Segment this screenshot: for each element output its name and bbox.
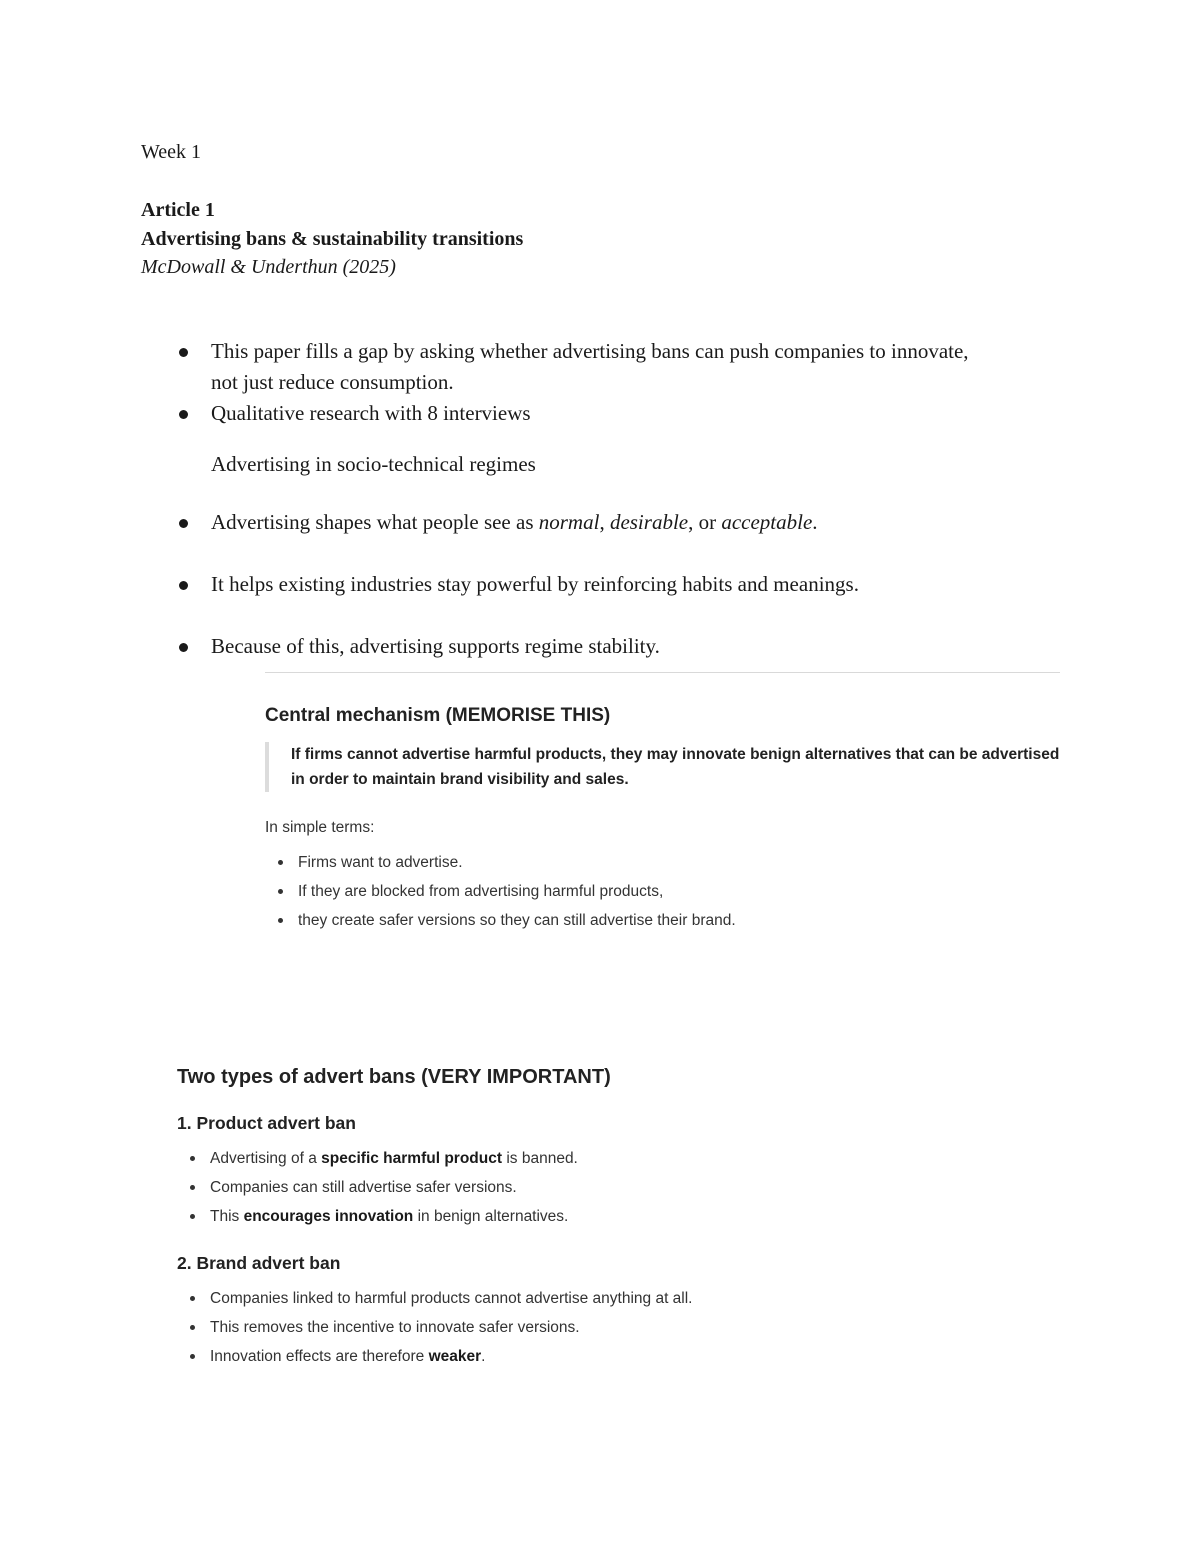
simple-terms-list (265, 848, 736, 935)
mechanism-quote: If firms cannot advertise harmful products, they may innovate benign alternatives that can be advertised in order to maintain brand visibility and sales. (265, 742, 1061, 792)
list-item: This removes the incentive to innovate safer versions. (177, 1313, 693, 1342)
list-item: Companies linked to harmful products cannot advertise anything at all. (177, 1284, 693, 1313)
list-item: Advertising of a specific harmful product is banned. (177, 1144, 578, 1173)
section-subheading: Advertising in socio-technical regimes (211, 452, 536, 476)
list-item-text: Qualitative research with 8 interviews (211, 401, 531, 425)
bullet-icon (176, 398, 211, 429)
product-ban-list (177, 1144, 578, 1231)
list-item (176, 631, 996, 662)
brand-ban-list (177, 1284, 693, 1371)
bullet-icon (176, 631, 211, 662)
list-item-text: It helps existing industries stay powerful by reinforcing habits and meanings. (211, 572, 859, 596)
article-authors: McDowall & Underthun (2025) (141, 256, 396, 278)
list-item-text: This paper fills a gap by asking whether advertising bans can push companies to innovate, not just reduce consumption. (211, 339, 969, 394)
list-item-text: Advertising shapes what people see as normal, desirable, or acceptable. (211, 510, 818, 534)
list-item: If they are blocked from advertising harmful products, (265, 877, 736, 906)
term-acceptable: acceptable (721, 510, 813, 534)
product-ban-title: 1. Product advert ban (177, 1113, 356, 1133)
list-item-text: Because of this, advertising supports regime stability. (211, 634, 660, 658)
list-item (176, 336, 996, 398)
list-item: Firms want to advertise. (265, 848, 736, 877)
list-item: Companies can still advertise safer versions. (177, 1173, 578, 1202)
week-label: Week 1 (141, 141, 202, 163)
article-title: Advertising bans & sustainability transitions (141, 228, 524, 250)
mechanism-title: Central mechanism (MEMORISE THIS) (265, 705, 611, 726)
term-desirable: desirable (609, 510, 689, 534)
list-item: they create safer versions so they can still advertise their brand. (265, 906, 736, 935)
bullet-icon (176, 336, 211, 398)
list-item (176, 507, 996, 538)
brand-ban-title: 2. Brand advert ban (177, 1253, 341, 1273)
bullet-icon (176, 569, 211, 600)
list-item: This encourages innovation in benign alternatives. (177, 1202, 578, 1231)
list-item: Innovation effects are therefore weaker. (177, 1342, 693, 1371)
term-normal: normal (538, 510, 600, 534)
divider (265, 672, 1060, 673)
ban-types-title: Two types of advert bans (VERY IMPORTANT) (177, 1066, 611, 1088)
article-number: Article 1 (141, 199, 215, 221)
list-item (176, 398, 996, 429)
list-item (176, 569, 996, 600)
bullet-icon (176, 507, 211, 538)
simple-terms-label: In simple terms: (265, 819, 375, 836)
